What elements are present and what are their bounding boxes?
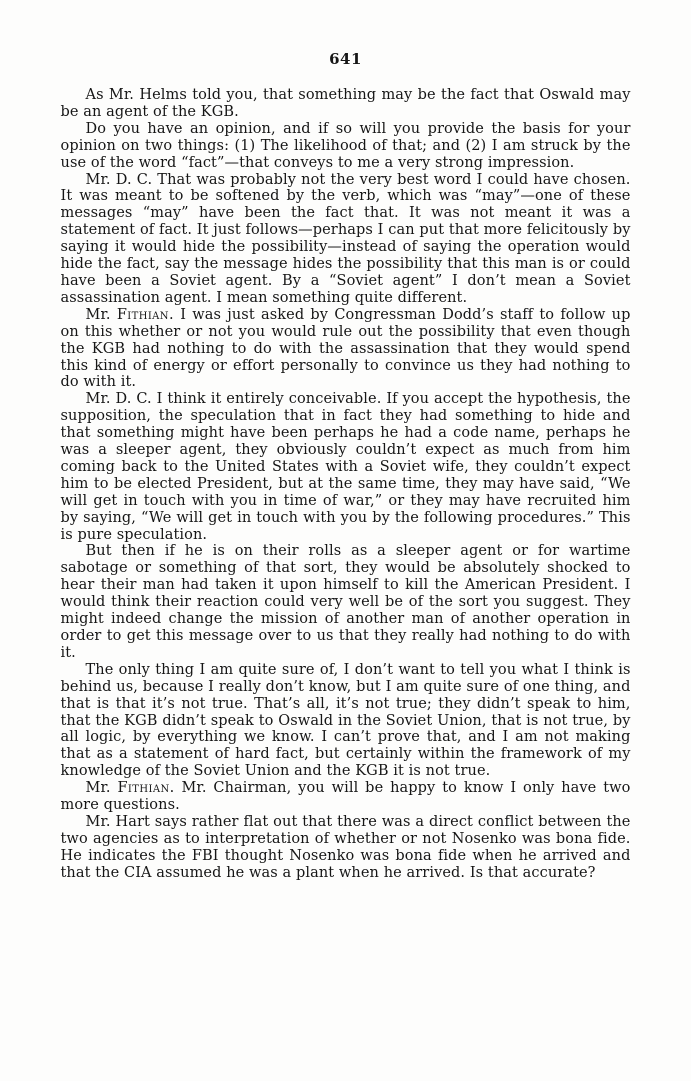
- paragraph: The only thing I am quite sure of, I don’t want to tell you what I think is behind us, because I really don’t know, but I am quite sure of one thing, and that is that it’s not true. That’s all, it’s not true; they didn’t speak to him, that the KGB didn’t speak to Oswald in the Soviet Union, that is not true, by all logic, by everything we know. I can’t prove that, and I am not making that as a statement of hard fact, but certainly within the framework of my knowledge of the Soviet Union and the KGB it is not true.: [60, 661, 631, 780]
- speaker-honorific: Mr.: [85, 391, 116, 408]
- paragraph: As Mr. Helms told you, that something may be the fact that Oswald may be an agent of the KGB.: [60, 87, 631, 120]
- paragraph: Do you have an opinion, and if so will you provide the basis for your opinion on two things: (1) The likelihood of that; and (2) I am struck by the use of the word “fact”—that conveys to me a very strong impression.: [60, 120, 631, 171]
- paragraph: Mr. D. C. That was probably not the very best word I could have chosen. It was meant to be softened by the verb, which was “may”—one of these messages “may” have been the fact that. It was not meant it was a statement of fact. It just follows—perhaps I can put that more felicitously by saying it would hide the possibility—instead of saying the operation would hide the fact, say the message hides the possibility that this man is or could have been a Soviet agent. By a “Soviet agent” I don’t mean a Soviet assassination agent. I mean something quite different.: [60, 171, 631, 306]
- paragraph: Mr. Fithian. Mr. Chairman, you will be happy to know I only have two more questions.: [60, 780, 631, 814]
- speaker-honorific: Mr.: [85, 171, 116, 188]
- page-body: [61, 87, 631, 882]
- paragraph: Mr. Hart says rather flat out that there was a direct conflict between the two agencies as to interpretation of whether or not Nosenko was bona fide. He indicates the FBI thought Nosenko was bona fide when he arrived and that the CIA assumed he was a plant when he arrived. Is that accurate?: [60, 813, 631, 881]
- page-number: 641: [329, 50, 362, 68]
- speaker-honorific: Mr.: [85, 306, 117, 323]
- speaker-name: D. C.: [115, 171, 153, 188]
- paragraph: Mr. D. C. I think it entirely conceivable. If you accept the hypothesis, the supposition, the speculation that in fact they had something to hide and that something might have been perhaps he had a code name, perhaps he was a sleeper agent, they obviously couldn’t expect as much from him coming back to the United States with a Soviet wife, they couldn’t expect him to be elected President, but at the same time, they may have said, “We will get in touch with you in time of war,” or they may have recruited him by saying, “We will get in touch with you by the following procedures.” This is pure speculation.: [60, 391, 631, 543]
- paragraph: Mr. Fithian. I was just asked by Congressman Dodd’s staff to follow up on this whether or not you would rule out the possibility that even though the KGB had nothing to do with the assassination that they would spend this kind of energy or effort personally to convince us they had nothing to do with it.: [60, 306, 631, 391]
- speaker-name: Fithian.: [117, 780, 175, 797]
- speaker-name: D. C.: [115, 391, 152, 408]
- paragraph: But then if he is on their rolls as a sleeper agent or for wartime sabotage or something of that sort, they would be absolutely shocked to hear their man had taken it upon himself to kill the American President. I would think their reaction could very well be of the sort you suggest. They might indeed change the mission of another man of another operation in order to get this message over to us that they really had nothing to do with it.: [60, 543, 631, 661]
- speaker-name: Fithian.: [116, 306, 174, 323]
- speaker-honorific: Mr.: [85, 780, 118, 797]
